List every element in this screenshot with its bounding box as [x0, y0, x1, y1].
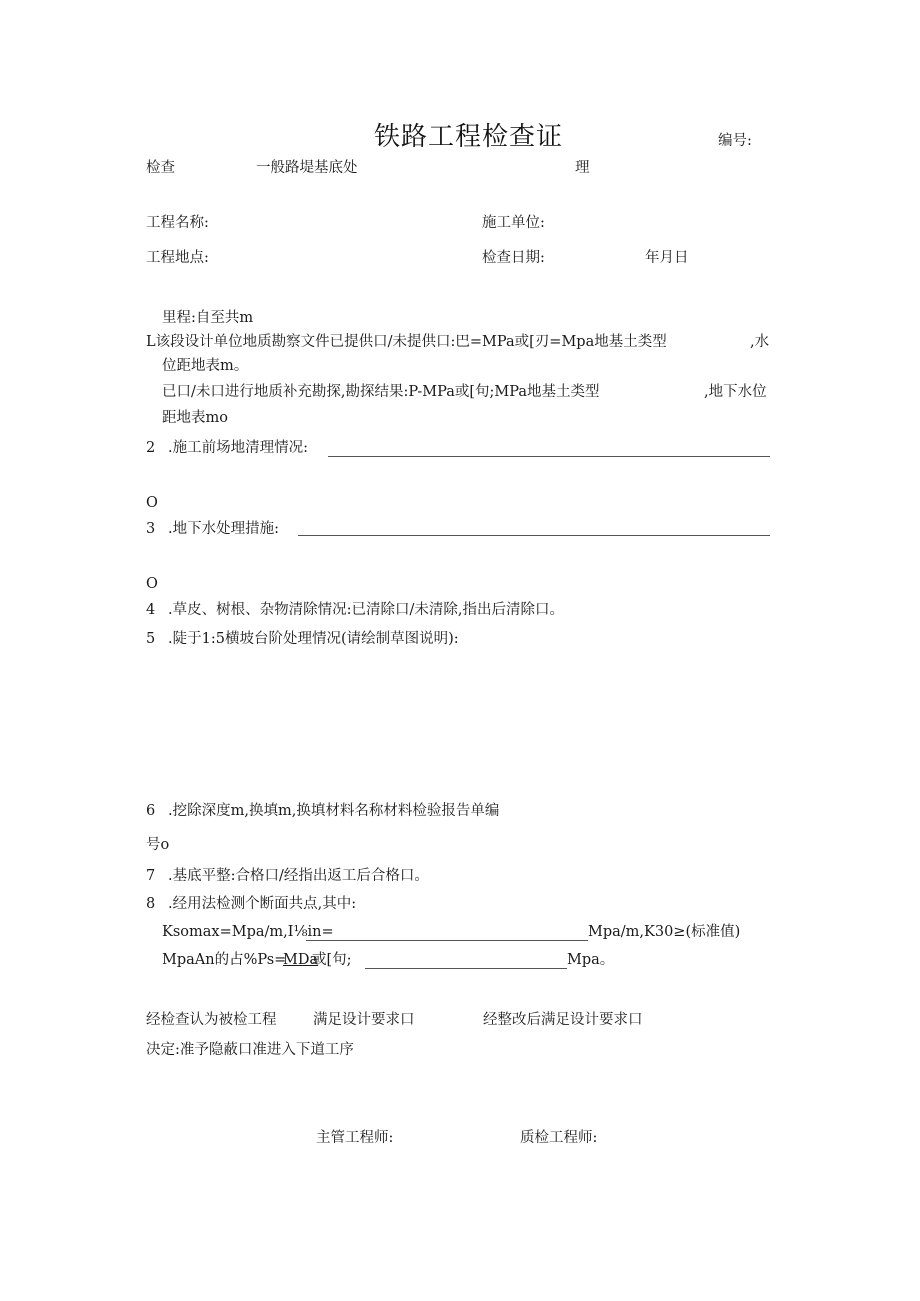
- item1-line1-tail: ,水: [750, 334, 770, 350]
- check-date-units: 年月日: [645, 250, 689, 266]
- formula1-end: Mpa/m,K30≥(标准值): [588, 924, 741, 940]
- item6-text: .挖除深度m,换填m,换填材料名称材料检验报告单编: [168, 803, 500, 819]
- item8-text: .经用法检测个断面共点,其中:: [168, 896, 357, 912]
- qc-engineer-label: 质检工程师:: [520, 1130, 598, 1146]
- formula2-fill-line: [365, 968, 567, 969]
- mileage-line: 里程:自至共m: [162, 310, 254, 326]
- item1-line2: 位距地表m。: [162, 358, 249, 374]
- item3-fill-line: [298, 535, 770, 536]
- document-number-label: 编号:: [718, 133, 752, 149]
- item1-line3-tail: ,地下水位: [704, 384, 767, 400]
- project-location-label: 工程地点:: [146, 250, 209, 266]
- item1-line3: 已口/未口进行地质补充勘探,勘探结果:P-MPa或[句;MPa地基土类型: [162, 384, 600, 400]
- conclusion-decision: 决定:准予隐蔽口准进入下道工序: [146, 1042, 354, 1058]
- check-label: 检查: [146, 160, 175, 176]
- item7-number: 7: [146, 868, 156, 884]
- page-title: 铁路工程检查证: [374, 122, 564, 152]
- check-subject: 一般路堤基底处: [256, 160, 358, 176]
- formula1-fill-line: [306, 940, 588, 941]
- conclusion-option-rectified: 经整改后满足设计要求口: [483, 1012, 643, 1028]
- check-subject-tail: 理: [575, 160, 590, 176]
- item2-number: 2: [146, 440, 156, 456]
- formula2-mid: 或[句;: [312, 952, 352, 968]
- check-date-label: 检查日期:: [482, 250, 545, 266]
- item6-line2: 号o: [146, 837, 170, 853]
- item4-text: .草皮、树根、杂物清除情况:已清除口/未清除,指出后清除口。: [168, 602, 564, 618]
- formula2-start: MpaAn的占%Ps=: [162, 952, 287, 968]
- item2-end-mark: O: [146, 495, 158, 511]
- item2-label: .施工前场地清理情况:: [168, 440, 308, 456]
- item6-number: 6: [146, 803, 156, 819]
- item2-fill-line: [328, 456, 770, 457]
- item3-number: 3: [146, 521, 156, 537]
- item1-line1: L该段设计单位地质勘察文件已提供口/未提供口:巴=MPa或[刃=Mpa地基土类型: [146, 334, 667, 350]
- item8-number: 8: [146, 896, 156, 912]
- conclusion-option-meets: 满足设计要求口: [313, 1012, 415, 1028]
- item5-text: .陡于1:5横坡台阶处理情况(请绘制草图说明):: [168, 631, 459, 647]
- contractor-label: 施工单位:: [482, 215, 545, 231]
- item5-number: 5: [146, 631, 156, 647]
- formula2-mda: MDa: [283, 952, 319, 968]
- formula2-end: Mpa。: [567, 952, 615, 968]
- item4-number: 4: [146, 602, 156, 618]
- chief-engineer-label: 主管工程师:: [316, 1130, 394, 1146]
- item1-line4: 距地表mo: [162, 410, 228, 426]
- conclusion-subject: 经检查认为被检工程: [146, 1012, 277, 1028]
- item3-end-mark: O: [146, 576, 158, 592]
- formula1-start: Ksomax=Mpa∕m,I⅛in=: [162, 924, 334, 940]
- item7-text: .基底平整:合格口/经指出返工后合格口。: [168, 868, 429, 884]
- item3-label: .地下水处理措施:: [168, 521, 279, 537]
- project-name-label: 工程名称:: [146, 215, 209, 231]
